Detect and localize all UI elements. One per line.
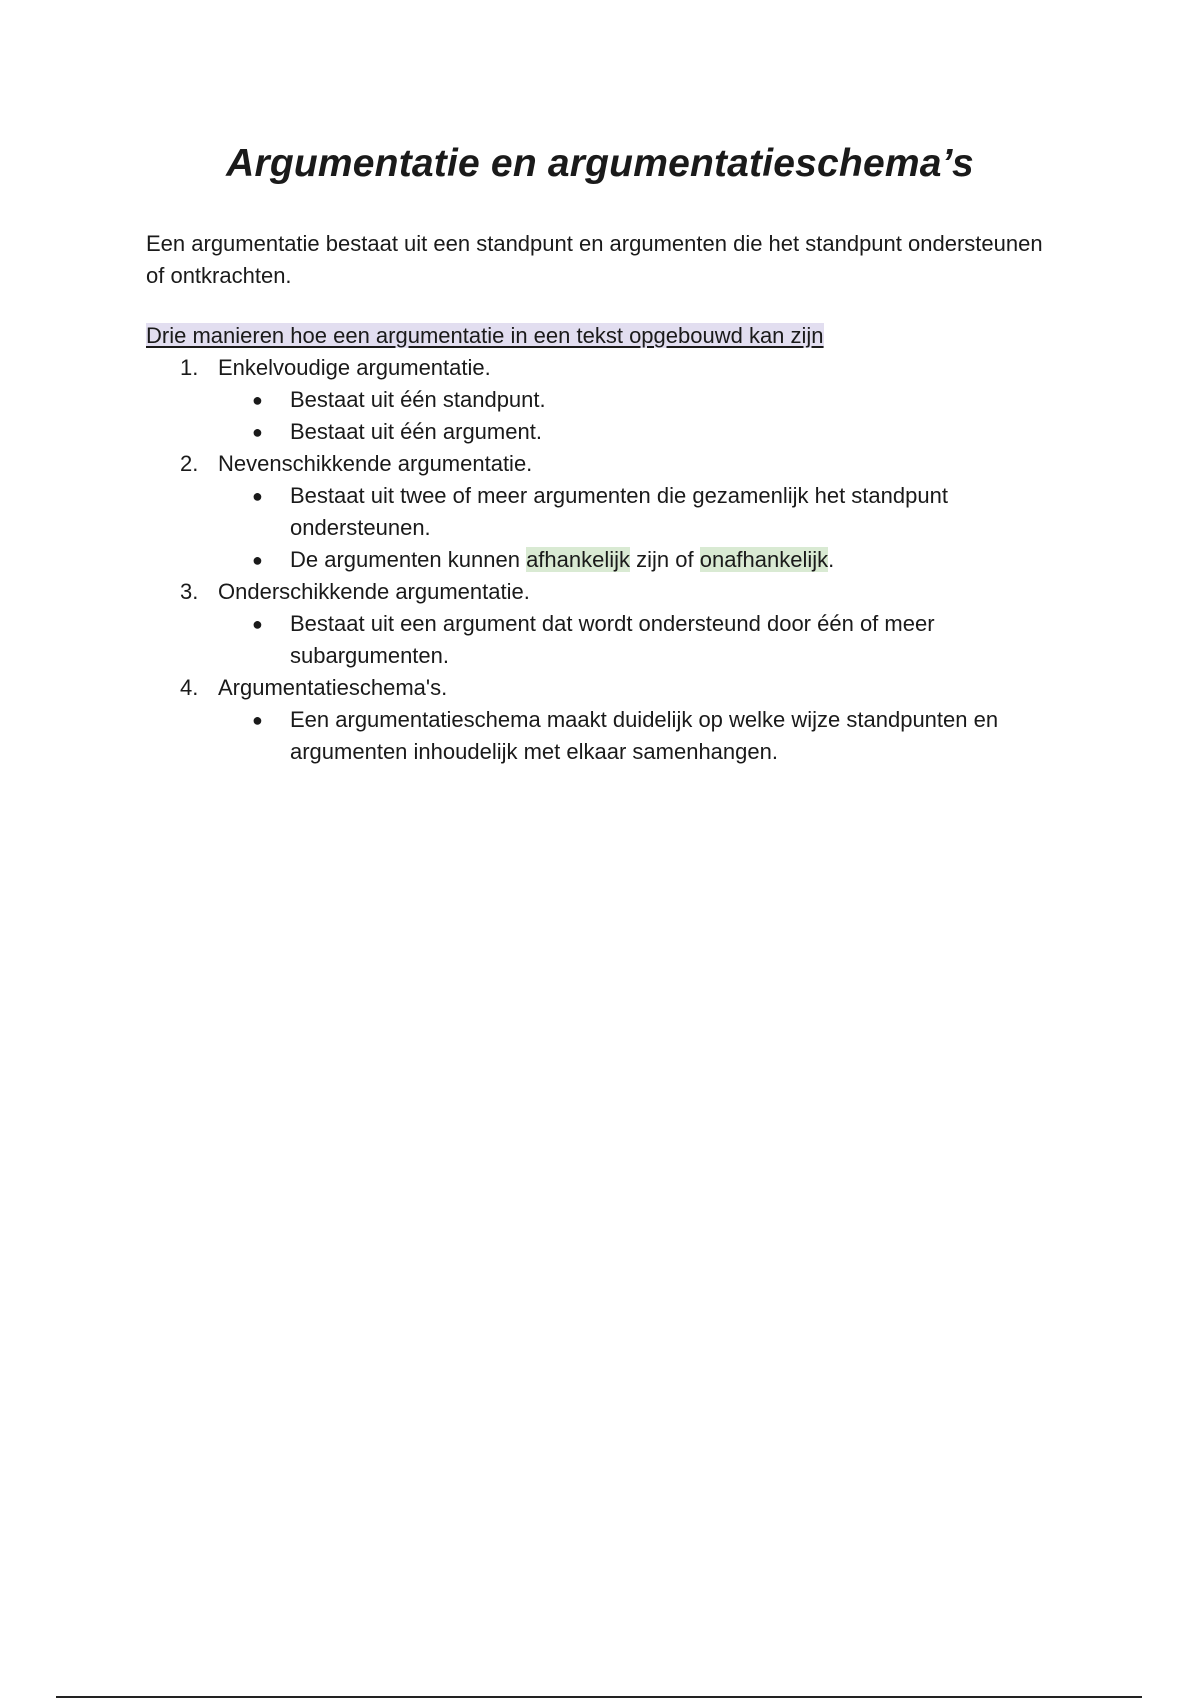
bullet-text xyxy=(290,547,834,572)
bullet-text-pre: De argumenten kunnen xyxy=(290,547,527,572)
list-item-number: 2. xyxy=(180,451,199,476)
bullet-icon: ● xyxy=(252,614,263,634)
bullet-text: Bestaat uit twee of meer argumenten die gezamenlijk het standpunt ondersteunen. xyxy=(290,483,948,540)
bullet-text-mid: zijn of xyxy=(630,547,700,572)
bullet-item xyxy=(146,480,1046,544)
list-item xyxy=(146,352,1046,384)
bullet-icon: ● xyxy=(252,390,263,410)
bullet-icon: ● xyxy=(252,486,263,506)
list-item-number: 1. xyxy=(180,355,199,380)
list-item-label: Enkelvoudige argumentatie. xyxy=(218,355,491,380)
bullet-text-post: . xyxy=(828,547,835,572)
intro-paragraph: Een argumentatie bestaat uit een standpunt en argumenten die het standpunt ondersteunen of ontkrachten. xyxy=(146,231,1043,288)
bullet-item xyxy=(146,544,1046,576)
list-item xyxy=(146,448,1046,480)
bullet-text: Bestaat uit één standpunt. xyxy=(290,387,546,412)
bullet-item xyxy=(146,384,1046,416)
list-item-label: Nevenschikkende argumentatie. xyxy=(218,451,533,476)
bullet-text: Bestaat uit een argument dat wordt ondersteund door één of meer subargumenten. xyxy=(290,611,935,668)
bullet-icon: ● xyxy=(252,710,263,730)
highlighted-term: afhankelijk xyxy=(526,547,631,572)
list-item-label: Onderschikkende argumentatie. xyxy=(218,579,530,604)
bullet-icon: ● xyxy=(252,422,263,442)
document-title: Argumentatie en argumentatieschema’s xyxy=(226,142,974,185)
subheading-text: Drie manieren hoe een argumentatie in een tekst opgebouwd kan zijn xyxy=(146,323,824,348)
list-item xyxy=(146,672,1046,704)
numbered-list xyxy=(146,352,1046,768)
section-subheading xyxy=(146,320,824,352)
bullet-text: Een argumentatieschema maakt duidelijk op welke wijze standpunten en argumenten inhoudelijk met elkaar samenhangen. xyxy=(290,707,999,764)
footer-divider xyxy=(56,1696,1142,1698)
bullet-text: Bestaat uit één argument. xyxy=(290,419,542,444)
list-item-number: 4. xyxy=(180,675,199,700)
bullet-item xyxy=(146,704,1046,768)
bullet-item xyxy=(146,608,1046,672)
bullet-icon: ● xyxy=(252,550,263,570)
bullet-item xyxy=(146,416,1046,448)
highlighted-term: onafhankelijk xyxy=(699,547,829,572)
list-item xyxy=(146,576,1046,608)
list-item-label: Argumentatieschema's. xyxy=(218,675,448,700)
list-item-number: 3. xyxy=(180,579,199,604)
